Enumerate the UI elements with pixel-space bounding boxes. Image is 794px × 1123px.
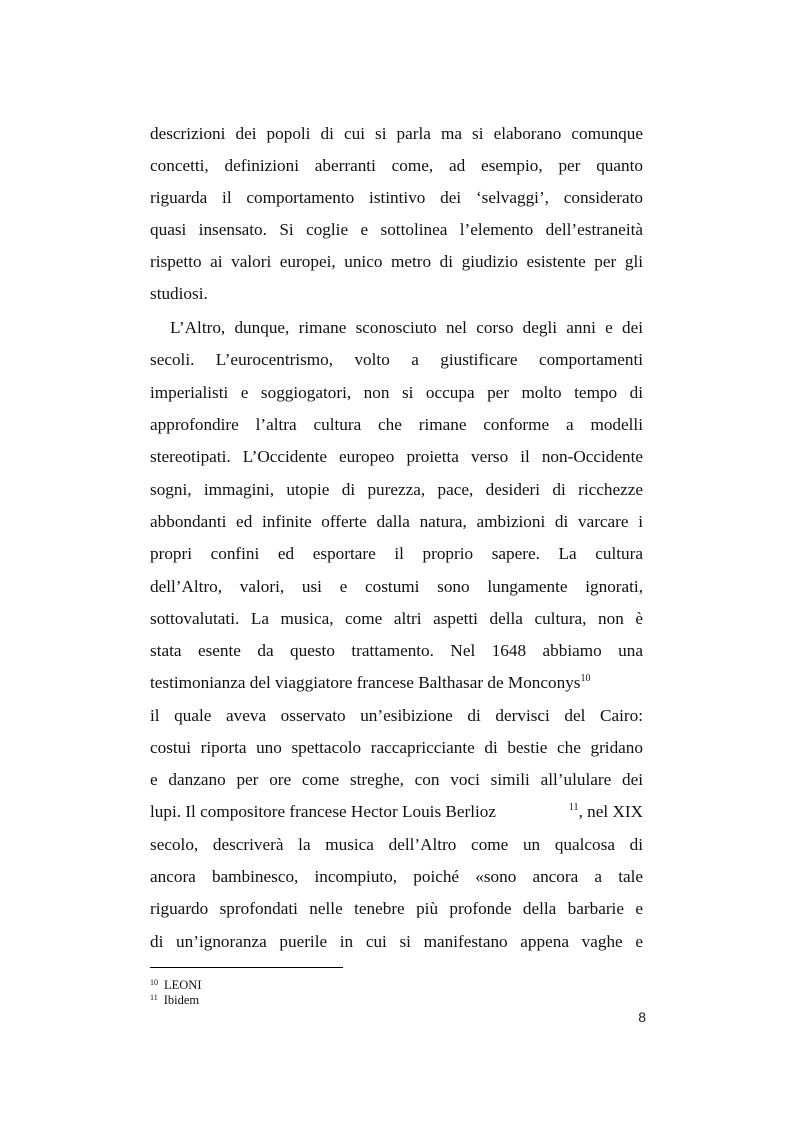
footnote-10 xyxy=(150,976,202,990)
body-line-22 xyxy=(150,800,643,824)
body-line-18 xyxy=(150,671,643,695)
body-line-22-tail: , nel XIX xyxy=(578,802,643,821)
body-line-17: stata esente da questo trattamento. Nel 1648 abbiamo una xyxy=(150,641,643,660)
body-line-15: dell’Altro, valori, usi e costumi sono lungamente ignorati, xyxy=(150,577,643,596)
body-line-3: riguarda il comportamento istintivo dei ‘selvaggi’, considerato xyxy=(150,188,643,207)
body-line-14: propri confini ed esportare il proprio sapere. La cultura xyxy=(150,544,643,563)
body-line-13: abbondanti ed infinite offerte dalla natura, ambizioni di varcare i xyxy=(150,512,643,531)
footnote-number: 10 xyxy=(150,978,158,987)
body-line-12: sogni, immagini, utopie di purezza, pace, desideri di ricchezze xyxy=(150,480,643,499)
body-line-7: L’Altro, dunque, rimane sconosciuto nel corso degli anni e dei xyxy=(170,318,643,337)
body-line-26: di un’ignoranza puerile in cui si manifestano appena vaghe e xyxy=(150,932,643,951)
body-line-21: e danzano per ore come streghe, con voci simili all’ululare dei xyxy=(150,770,643,789)
body-line-4: quasi insensato. Si coglie e sottolinea l’elemento dell’estraneità xyxy=(150,220,643,239)
body-line-25: riguardo sprofondati nelle tenebre più profonde della barbarie e xyxy=(150,899,643,918)
footnote-11 xyxy=(150,991,199,1005)
body-line-8: secoli. L’eurocentrismo, volto a giustificare comportamenti xyxy=(150,350,643,369)
body-line-11: stereotipati. L’Occidente europeo proietta verso il non-Occidente xyxy=(150,447,643,466)
page-number: 8 xyxy=(638,1009,646,1025)
body-line-24: ancora bambinesco, incompiuto, poiché «sono ancora a tale xyxy=(150,867,643,886)
footnote-text: LEONI xyxy=(164,978,202,992)
body-line-6: studiosi. xyxy=(150,284,208,303)
body-line-9: imperialisti e soggiogatori, non si occupa per molto tempo di xyxy=(150,383,643,402)
body-line-18-text: testimonianza del viaggiatore francese Balthasar de Monconys xyxy=(150,673,581,692)
body-line-5: rispetto ai valori europei, unico metro di giudizio esistente per gli xyxy=(150,252,643,271)
body-line-19: il quale aveva osservato un’esibizione di dervisci del Cairo: xyxy=(150,706,643,725)
body-line-20: costui riporta uno spettacolo raccapricciante di bestie che gridano xyxy=(150,738,643,757)
footnote-ref-11: 11 xyxy=(568,802,579,813)
body-line-10: approfondire l’altra cultura che rimane conforme a modelli xyxy=(150,415,643,434)
body-line-22-ref-wrap xyxy=(569,800,643,824)
footnote-text: Ibidem xyxy=(163,993,200,1007)
body-line-16: sottovalutati. La musica, come altri aspetti della cultura, non è xyxy=(150,609,643,628)
body-line-2: concetti, definizioni aberranti come, ad esempio, per quanto xyxy=(150,156,643,175)
footnote-number: 11 xyxy=(150,993,158,1002)
footnote-separator xyxy=(150,967,343,968)
footnote-ref-10: 10 xyxy=(580,673,591,684)
body-line-1: descrizioni dei popoli di cui si parla ma si elaborano comunque xyxy=(150,124,643,143)
body-line-22-text: lupi. Il compositore francese Hector Louis Berlioz xyxy=(150,802,497,821)
body-line-23: secolo, descriverà la musica dell’Altro come un qualcosa di xyxy=(150,835,643,854)
